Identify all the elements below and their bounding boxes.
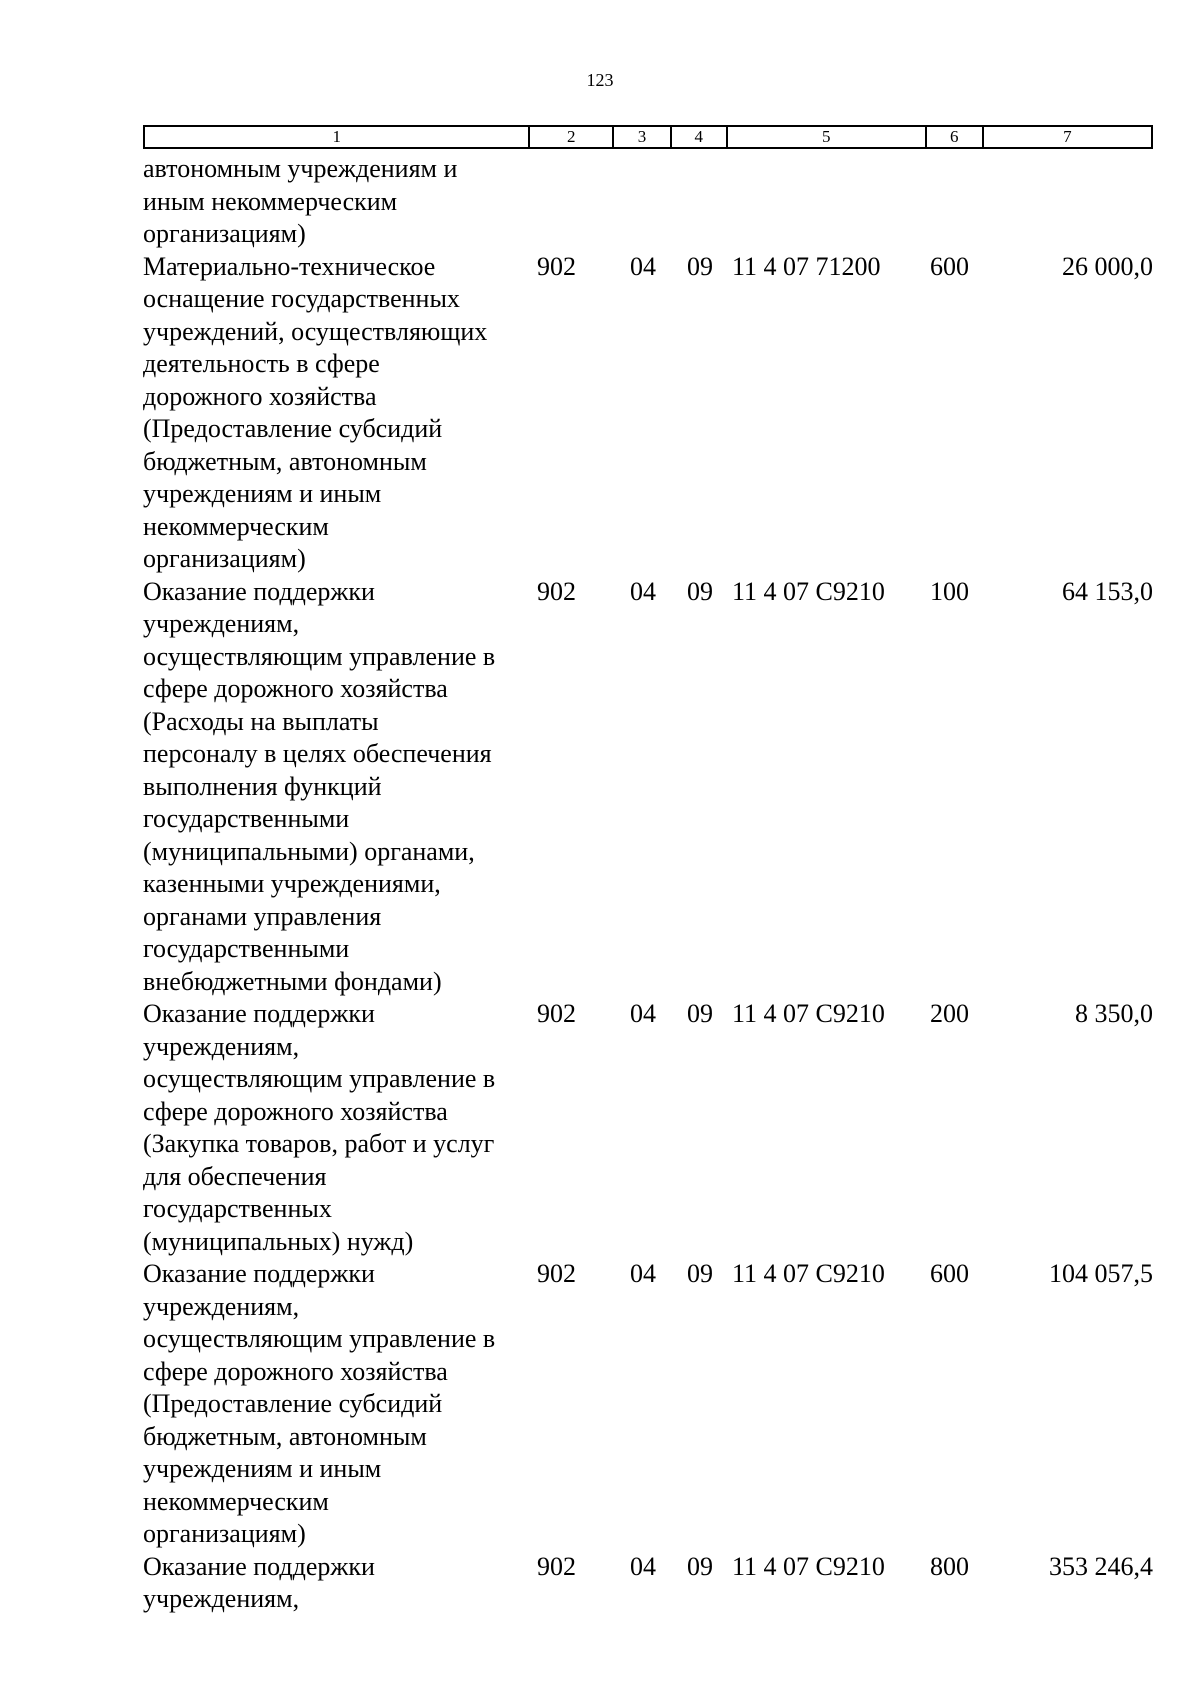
table-row [143,576,1153,999]
target-article-code: 11 4 07 С9210 [732,999,885,1028]
description-line: государственных [143,1194,332,1223]
section-code: 04 [630,251,656,281]
description-line: организациям) [143,219,306,248]
column-header-3: 3 [614,127,672,147]
target-article-code: 11 4 07 С9210 [732,1259,885,1288]
table-row [143,251,1153,576]
description-line: (муниципальных) нужд) [143,1226,414,1256]
target-article-code: 11 4 07 С9210 [732,1551,885,1581]
budget-table-body [143,153,1153,1616]
description-line: осуществляющим управление в [143,641,496,671]
expense-type-code: 600 [930,251,969,281]
section-code: 04 [630,1551,656,1581]
ministry-code: 902 [537,999,576,1028]
description-line: внебюджетными фондами) [143,966,442,996]
amount-value: 64 153,0 [1062,576,1153,606]
description-line: бюджетным, автономным [143,1421,427,1451]
description-line: иным некоммерческим [143,186,398,216]
description-line: (муниципальными) органами, [143,836,475,866]
amount-value: 8 350,0 [1075,999,1153,1028]
description-line: сфере дорожного хозяйства [143,674,448,703]
expense-type-code: 800 [930,1551,969,1581]
page-number: 123 [586,70,614,90]
amount-value: 26 000,0 [1062,251,1153,281]
column-header-6: 6 [927,127,984,147]
description-line: (Расходы на выплаты [143,706,379,736]
description-line: учреждениям, [143,609,300,638]
column-header-5: 5 [728,127,927,147]
target-article-code: 11 4 07 71200 [732,251,881,281]
ministry-code: 902 [537,251,576,281]
description-line: деятельность в сфере [143,349,380,378]
subsection-code: 09 [687,576,713,606]
description-line: учреждениям, [143,1291,300,1321]
description-line: сфере дорожного хозяйства [143,1356,448,1386]
description-line: государственными [143,804,350,833]
description-line: (Предоставление субсидий [143,414,443,443]
ministry-code: 902 [537,1551,576,1581]
amount-value: 353 246,4 [1049,1551,1153,1581]
subsection-code: 09 [687,999,713,1028]
description-line: Оказание поддержки [143,1551,375,1581]
row-description [143,1551,530,1616]
row-description [143,1258,530,1551]
description-line: (Предоставление субсидий [143,1389,443,1418]
description-line: организациям) [143,544,306,573]
description-line: учреждениям и иным [143,1454,382,1483]
ministry-code: 902 [537,1259,576,1288]
section-code: 04 [630,576,656,606]
description-line: Материально-техническое [143,251,436,281]
description-line: организациям) [143,1519,306,1548]
column-header-4: 4 [672,127,728,147]
section-code: 04 [630,999,656,1028]
description-line: казенными учреждениями, [143,869,441,898]
description-line: осуществляющим управление в [143,1064,496,1093]
description-line: Оказание поддержки [143,576,375,606]
table-row [143,1258,1153,1551]
description-line: органами управления [143,901,382,931]
description-line: выполнения функций [143,771,382,801]
continuation-description [143,153,530,251]
column-header-1: 1 [145,127,530,147]
description-line: учреждениям, [143,1584,300,1613]
description-line: автономным учреждениям и [143,154,458,183]
description-line: дорожного хозяйства [143,381,377,411]
row-description [143,251,530,576]
description-line: учреждений, осуществляющих [143,316,488,346]
row-description [143,576,530,999]
target-article-code: 11 4 07 С9210 [732,576,885,606]
expense-type-code: 600 [930,1259,969,1288]
description-line: персоналу в целях обеспечения [143,739,492,768]
column-header-2: 2 [530,127,614,147]
subsection-code: 09 [687,1259,713,1288]
table-row [143,1551,1153,1616]
ministry-code: 902 [537,576,576,606]
description-line: некоммерческим [143,1486,329,1516]
column-header-7: 7 [1063,127,1072,146]
expense-type-code: 200 [930,999,969,1028]
row-description [143,998,530,1258]
description-line: сфере дорожного хозяйства [143,1096,448,1126]
expense-type-code: 100 [930,576,969,606]
subsection-code: 09 [687,1551,713,1581]
amount-value: 104 057,5 [1049,1259,1153,1288]
description-line: учреждениям, [143,1031,300,1061]
description-line: Оказание поддержки [143,999,375,1028]
section-code: 04 [630,1259,656,1288]
description-line: осуществляющим управление в [143,1324,496,1353]
description-line: некоммерческим [143,511,329,541]
continuation-row [143,153,1153,251]
table-row [143,998,1153,1258]
description-line: (Закупка товаров, работ и услуг [143,1129,495,1158]
description-line: для обеспечения [143,1161,327,1191]
description-line: Оказание поддержки [143,1259,375,1288]
subsection-code: 09 [687,251,713,281]
description-line: государственными [143,934,350,963]
description-line: бюджетным, автономным [143,446,427,476]
description-line: оснащение государственных [143,284,460,313]
table-header-row [143,125,1153,149]
description-line: учреждениям и иным [143,479,382,508]
